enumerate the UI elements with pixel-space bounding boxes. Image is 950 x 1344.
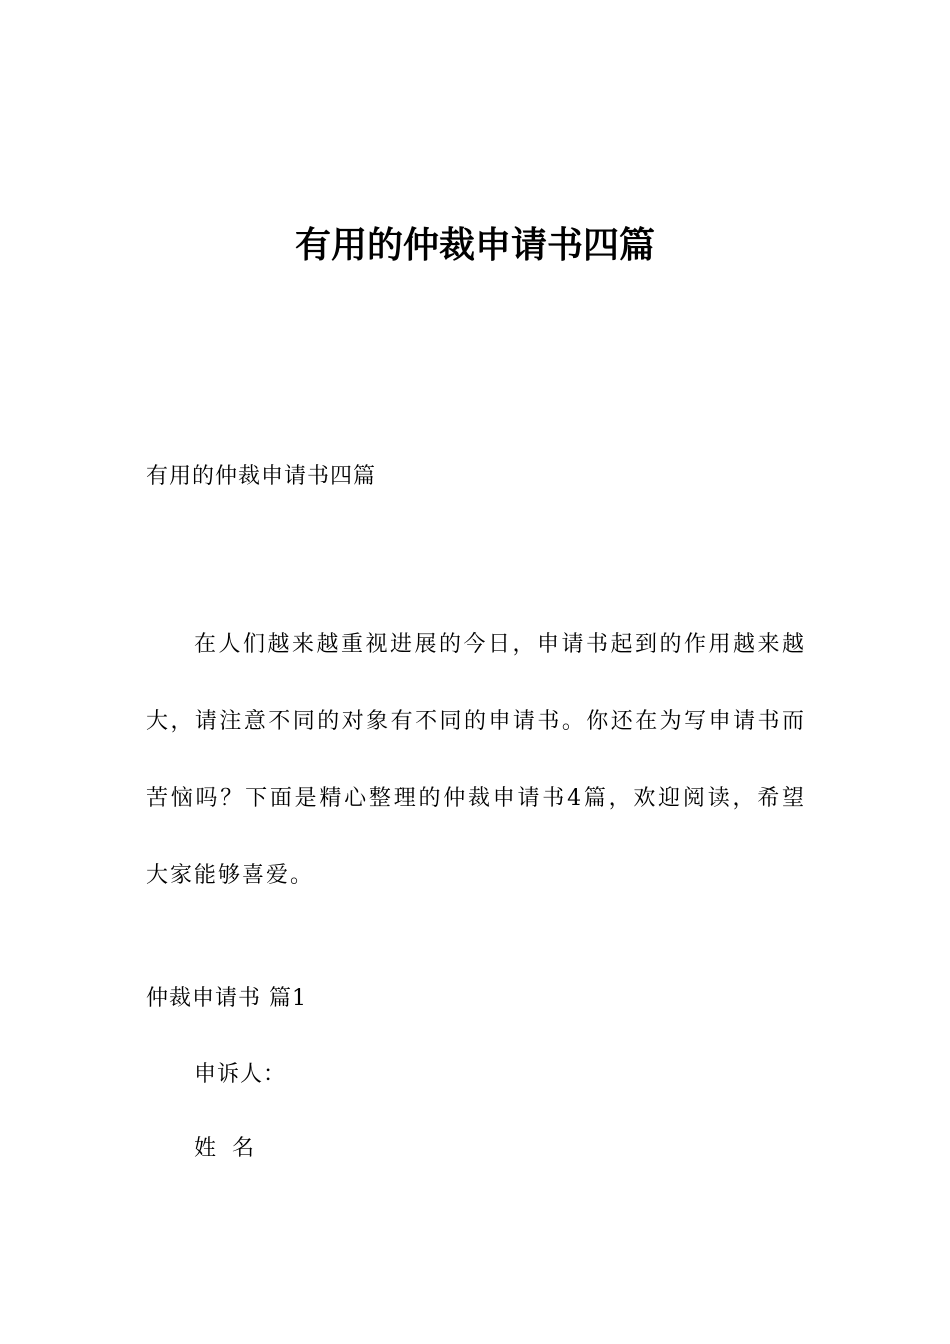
applicant-label: 申诉人：	[194, 1062, 287, 1087]
section-heading: 仲裁申请书 篇1	[146, 986, 307, 1011]
document-subtitle: 有用的仲裁申请书四篇	[146, 464, 377, 489]
name-label: 姓名	[194, 1136, 271, 1161]
intro-paragraph: 在人们越来越重视进展的今日，申请书起到的作用越来越大，请注意不同的对象有不同的申请书。你还在为写申请书而苦恼吗？下面是精心整理的仲裁申请书4篇，欢迎阅读，希望大家能够喜爱。	[146, 632, 806, 888]
document-title: 有用的仲裁申请书四篇	[294, 225, 655, 266]
